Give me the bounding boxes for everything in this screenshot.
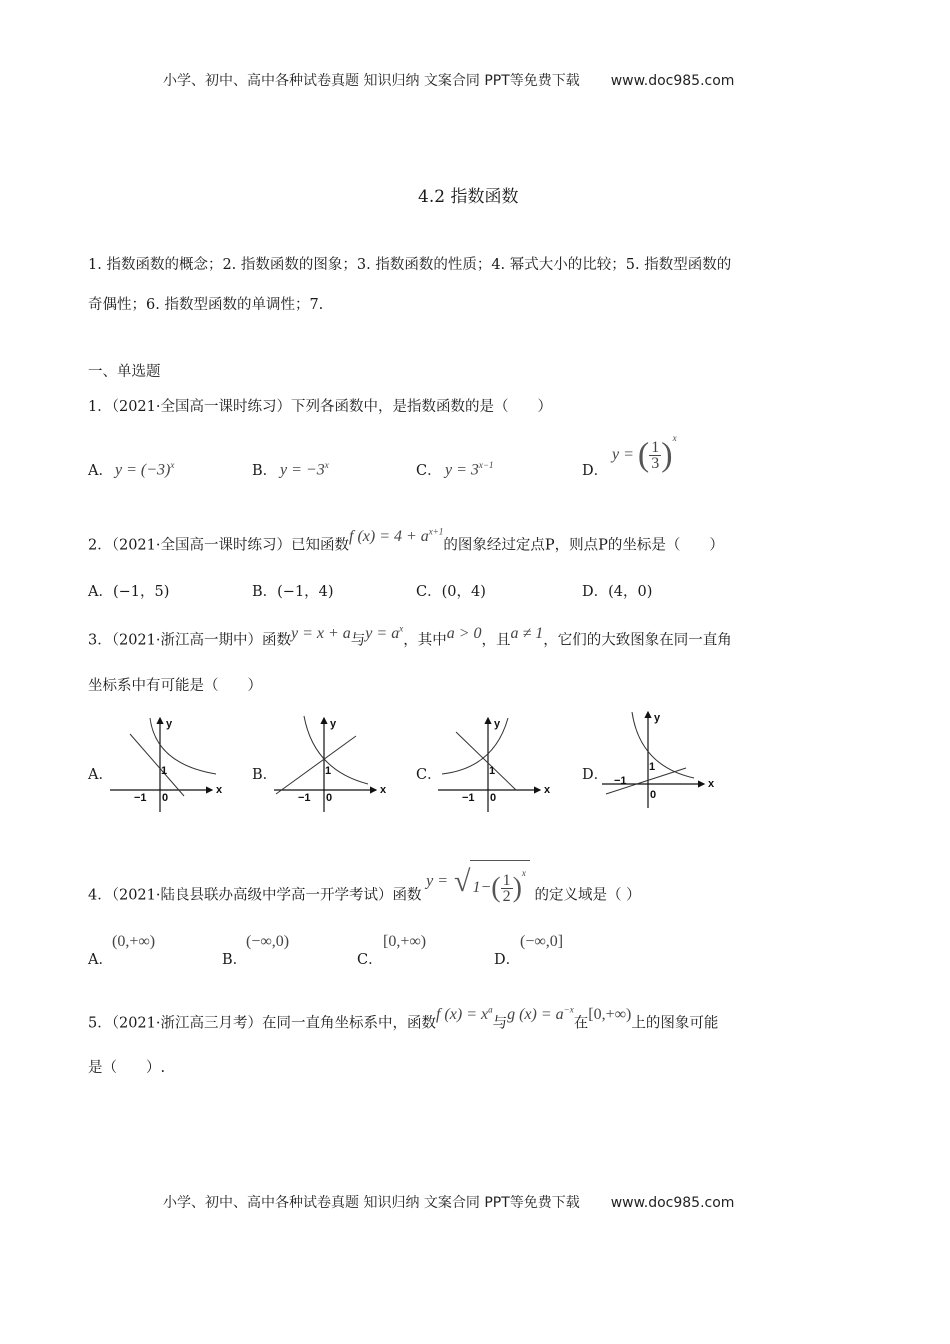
origin-label: 0: [326, 792, 333, 804]
q5-interval: [0,+∞): [588, 1006, 632, 1024]
q3-stem-line-2: 坐标系中有可能是（ ）: [88, 678, 262, 694]
q4-formula: y = √ 1−( $\frac{1}{2}$ )$^x$: [426, 860, 530, 888]
neg-one-label: −1: [462, 792, 475, 804]
x-label: x: [216, 784, 223, 796]
q2-option-d: D．(4，0): [582, 584, 653, 600]
q3-label-a: A．: [88, 767, 113, 783]
one-label: 1: [161, 765, 168, 777]
q2-stem: 2．（2021·全国高一课时练习）已知函数f $(x) = 4 + a^{x+1}$的图象经过定点P，则点P的坐标是（ ）: [88, 527, 724, 554]
neg-one-label: −1: [298, 792, 311, 804]
q1-label-a: A．: [88, 463, 113, 479]
header-site[interactable]: www.doc985.com: [610, 73, 735, 89]
q5-stem-line-2: 是（ ）.: [88, 1060, 166, 1076]
q5-g: g $(x) = a^{-x}$: [507, 1005, 574, 1024]
q3-label-d: D．: [582, 767, 609, 783]
neg-one-label: −1: [614, 775, 627, 787]
q3-graph-b: [272, 712, 396, 812]
origin-label: 0: [650, 789, 657, 801]
q3-graph-a: [108, 712, 232, 812]
q2-formula: f $(x) = 4 + a^{x+1}$: [349, 527, 444, 546]
q3-label-b: B．: [252, 767, 278, 783]
y-label: y: [166, 718, 173, 730]
page-footer: [163, 1192, 734, 1212]
q4-label-a: A．: [88, 952, 113, 968]
q4-option-b: (−∞,0): [246, 933, 290, 950]
q1-label-c: C．: [416, 463, 442, 479]
q1-label-d: D．: [582, 463, 609, 479]
topics-line-2: 奇偶性；6. 指数型函数的单调性；7.: [88, 297, 324, 313]
section-heading: 一、单选题: [88, 364, 161, 380]
one-label: 1: [649, 761, 656, 773]
q2-option-b: B．(−1，4): [252, 584, 334, 600]
x-label: x: [708, 778, 715, 790]
y-label: y: [330, 718, 337, 730]
q5-stem: 5．（2021·浙江高三月考）在同一直角坐标系中，函数f $(x) = x^a$与g $(x) = a^{-x}$在[0,+∞)上的图象可能: [88, 1005, 719, 1032]
q1-option-c: $y = 3^{x-1}$: [445, 460, 494, 479]
line-graph: [456, 732, 516, 790]
q4-option-a: (0,+∞): [112, 933, 156, 950]
q2-option-c: C．(0，4): [416, 584, 486, 600]
header-text: 小学、初中、高中各种试卷真题 知识归纳 文案合同 PPT等免费下载: [163, 73, 580, 89]
q4-option-c: [0,+∞): [383, 933, 427, 950]
q5-f: f $(x) = x^a$: [435, 1005, 493, 1024]
q4-label-c: C．: [357, 952, 383, 968]
footer-site[interactable]: www.doc985.com: [610, 1195, 735, 1211]
neg-one-label: −1: [134, 792, 147, 804]
one-label: 1: [325, 765, 332, 777]
line-graph: [276, 736, 356, 794]
q1-stem: 1．（2021·全国高一课时练习）下列各函数中，是指数函数的是（ ）: [88, 399, 552, 415]
origin-label: 0: [162, 792, 169, 804]
q4-option-d: (−∞,0]: [520, 933, 564, 950]
origin-label: 0: [490, 792, 497, 804]
one-label: 1: [489, 765, 496, 777]
x-label: x: [544, 784, 551, 796]
q1-option-a: $y = (-3)^x$: [115, 460, 175, 479]
line-graph: [130, 734, 184, 796]
x-label: x: [380, 784, 387, 796]
q2-option-a: A．(−1，5): [88, 584, 170, 600]
q3-label-c: C．: [416, 767, 442, 783]
page-title: 4.2 指数函数: [418, 187, 519, 207]
q3-graph-c: [436, 712, 560, 812]
topics-line-1: 1. 指数函数的概念；2. 指数函数的图象；3. 指数函数的性质；4. 幂式大小的比较；5. 指数型函数的: [88, 257, 732, 273]
y-label: y: [494, 718, 501, 730]
q1-option-d: y = ( $\frac{1}{3}$ )$^x$: [612, 433, 677, 474]
page-header: [163, 70, 734, 90]
q3-graph-d: [600, 708, 724, 808]
q4-stem: 4．（2021·陆良县联办高级中学高一开学考试）函数 y = √ 1−( $\frac{1}{2}$ )$^x$ 的定义域是（ ）: [88, 874, 641, 906]
q1-label-b: B．: [252, 463, 278, 479]
q1-option-b: $y = -3^x$: [280, 460, 329, 479]
q4-label-b: B．: [222, 952, 248, 968]
q4-label-d: D．: [494, 952, 521, 968]
y-label: y: [654, 712, 661, 724]
footer-text: 小学、初中、高中各种试卷真题 知识归纳 文案合同 PPT等免费下载: [163, 1195, 580, 1211]
q3-stem: 3．（2021·浙江高一期中）函数y = x + a与$y = a^x$，其中a > 0，且a ≠ 1，它们的大致图象在同一直角: [88, 624, 732, 649]
